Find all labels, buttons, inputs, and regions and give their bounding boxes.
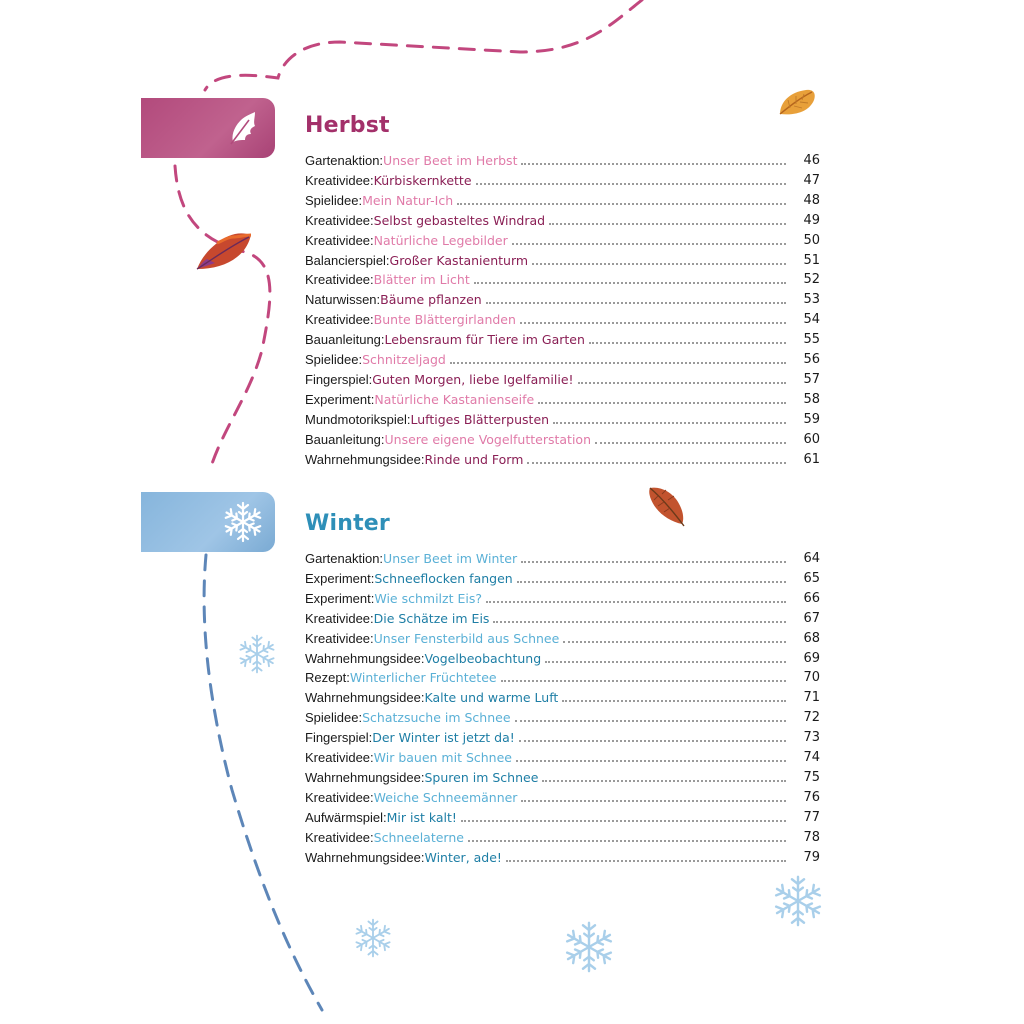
entry-page: 69: [803, 650, 820, 666]
entry-category: Aufwärmspiel:: [305, 809, 387, 825]
entry-category: Bauanleitung:: [305, 431, 385, 447]
toc-entry[interactable]: [305, 428, 820, 448]
toc-entry[interactable]: [305, 448, 820, 468]
entry-category: Naturwissen:: [305, 292, 381, 308]
entry-title: Mein Natur-Ich: [362, 192, 454, 208]
toc-entry[interactable]: [305, 706, 820, 726]
entry-title: Schneeflocken fangen: [374, 570, 513, 586]
entry-page: 48: [803, 192, 820, 208]
entry-category: Experiment:: [305, 391, 375, 407]
entry-title: Weiche Schneemänner: [373, 789, 518, 805]
entry-title: Wir bauen mit Schnee: [373, 750, 512, 766]
entry-category: Wahrnehmungsidee:: [305, 849, 425, 865]
entry-title: Guten Morgen, liebe Igelfamilie!: [372, 372, 574, 388]
dot-leader: [538, 402, 786, 404]
toc-entry[interactable]: [305, 647, 820, 667]
entry-title: Mir ist kalt!: [386, 809, 457, 825]
entry-category: Kreatividee:: [305, 750, 374, 766]
toc-entry[interactable]: [305, 547, 820, 567]
entry-title: Unser Beet im Herbst: [383, 152, 518, 168]
entry-category: Spielidee:: [305, 352, 363, 368]
dot-leader: [520, 322, 786, 324]
entry-page: 57: [803, 372, 820, 388]
snowflake-icon: [769, 872, 827, 930]
herbst-section-title: Herbst: [305, 113, 390, 138]
dot-leader: [474, 282, 786, 284]
herbst-tab: [141, 98, 275, 158]
entry-category: Kreatividee:: [305, 829, 374, 845]
entry-page: 46: [803, 152, 820, 168]
entry-title: Unser Beet im Winter: [383, 550, 518, 566]
entry-category: Kreatividee:: [305, 630, 374, 646]
dot-leader: [578, 382, 786, 384]
entry-page: 51: [803, 252, 820, 268]
entry-page: 70: [803, 670, 820, 686]
dot-leader: [553, 422, 786, 424]
entry-title: Unsere eigene Vogelfutterstation: [384, 431, 591, 447]
entry-title: Wie schmilzt Eis?: [374, 590, 482, 606]
dot-leader: [563, 641, 786, 643]
toc-entry[interactable]: [305, 786, 820, 806]
entry-title: Natürliche Legebilder: [373, 232, 508, 248]
toc-entry[interactable]: [305, 726, 820, 746]
entry-category: Gartenaktion:: [305, 152, 384, 168]
toc-entry[interactable]: [305, 667, 820, 687]
dot-leader: [549, 223, 786, 225]
winter-toc-list: [305, 547, 820, 866]
snowflake-icon: [219, 498, 267, 546]
entry-category: Fingerspiel:: [305, 730, 373, 746]
entry-title: Großer Kastanienturm: [389, 252, 529, 268]
herbst-toc-list: [305, 149, 820, 468]
dot-leader: [516, 760, 786, 762]
entry-category: Kreatividee:: [305, 272, 374, 288]
entry-page: 75: [803, 770, 820, 786]
entry-page: 68: [803, 630, 820, 646]
toc-entry[interactable]: [305, 288, 820, 308]
entry-category: Kreatividee:: [305, 610, 374, 626]
entry-category: Fingerspiel:: [305, 372, 373, 388]
entry-title: Bäume pflanzen: [380, 292, 482, 308]
entry-title: Schnitzeljagd: [362, 352, 446, 368]
dot-leader: [589, 342, 786, 344]
entry-page: 56: [803, 352, 820, 368]
entry-title: Lebensraum für Tiere im Garten: [384, 332, 585, 348]
entry-page: 79: [803, 849, 820, 865]
entry-category: Kreatividee:: [305, 312, 374, 328]
entry-title: Natürliche Kastanienseife: [374, 391, 535, 407]
dot-leader: [515, 720, 786, 722]
entry-category: Wahrnehmungsidee:: [305, 451, 425, 467]
toc-entry[interactable]: [305, 686, 820, 706]
toc-entry[interactable]: [305, 846, 820, 866]
entry-page: 61: [803, 451, 820, 467]
toc-entry[interactable]: [305, 149, 820, 169]
entry-title: Winter, ade!: [424, 849, 502, 865]
toc-entry[interactable]: [305, 328, 820, 348]
entry-page: 65: [803, 570, 820, 586]
toc-entry[interactable]: [305, 249, 820, 269]
winter-section-title: Winter: [305, 511, 390, 536]
dot-leader: [595, 442, 786, 444]
dot-leader: [501, 680, 786, 682]
toc-entry[interactable]: [305, 308, 820, 328]
toc-entry[interactable]: [305, 408, 820, 428]
toc-entry[interactable]: [305, 567, 820, 587]
dot-leader: [519, 740, 786, 742]
entry-page: 71: [803, 690, 820, 706]
entry-title: Kalte und warme Luft: [424, 690, 559, 706]
entry-page: 66: [803, 590, 820, 606]
entry-title: Schneelaterne: [373, 829, 464, 845]
toc-entry[interactable]: [305, 627, 820, 647]
dot-leader: [521, 163, 786, 165]
entry-title: Blätter im Licht: [373, 272, 470, 288]
toc-entry[interactable]: [305, 607, 820, 627]
entry-category: Wahrnehmungsidee:: [305, 650, 425, 666]
snowflake-icon: [235, 632, 279, 676]
dot-leader: [545, 661, 786, 663]
entry-title: Selbst gebasteltes Windrad: [373, 212, 546, 228]
entry-page: 55: [803, 332, 820, 348]
entry-category: Spielidee:: [305, 192, 363, 208]
dot-leader: [527, 462, 786, 464]
dot-leader: [493, 621, 786, 623]
entry-title: Luftiges Blätterpusten: [410, 411, 550, 427]
entry-category: Mundmotorikspiel:: [305, 411, 411, 427]
oak-leaf-icon: [219, 104, 267, 152]
toc-entry[interactable]: [305, 348, 820, 368]
entry-page: 50: [803, 232, 820, 248]
dot-leader: [461, 820, 786, 822]
entry-page: 52: [803, 272, 820, 288]
entry-category: Gartenaktion:: [305, 550, 384, 566]
entry-title: Schatzsuche im Schnee: [362, 710, 511, 726]
dot-leader: [457, 203, 786, 205]
entry-page: 78: [803, 829, 820, 845]
entry-category: Bauanleitung:: [305, 332, 385, 348]
dot-leader: [517, 581, 786, 583]
dot-leader: [512, 243, 786, 245]
dot-leader: [468, 840, 786, 842]
dot-leader: [532, 263, 786, 265]
dot-leader: [521, 561, 786, 563]
snowflake-icon: [351, 916, 395, 960]
toc-entry[interactable]: [305, 169, 820, 189]
entry-page: 76: [803, 789, 820, 805]
entry-title: Rinde und Form: [424, 451, 524, 467]
toc-entry[interactable]: [305, 806, 820, 826]
dot-leader: [486, 302, 786, 304]
toc-entry[interactable]: [305, 766, 820, 786]
entry-title: Bunte Blättergirlanden: [373, 312, 516, 328]
entry-title: Vogelbeobachtung: [424, 650, 542, 666]
entry-page: 72: [803, 710, 820, 726]
entry-page: 74: [803, 750, 820, 766]
autumn-leaf-icon: [193, 229, 255, 273]
toc-entry[interactable]: [305, 388, 820, 408]
entry-category: Kreatividee:: [305, 212, 374, 228]
autumn-leaf-icon: [776, 86, 818, 120]
entry-category: Wahrnehmungsidee:: [305, 770, 425, 786]
toc-entry[interactable]: [305, 189, 820, 209]
toc-entry[interactable]: [305, 368, 820, 388]
dot-leader: [506, 860, 786, 862]
dot-leader: [542, 780, 786, 782]
entry-category: Kreatividee:: [305, 172, 374, 188]
entry-page: 53: [803, 292, 820, 308]
entry-category: Experiment:: [305, 590, 375, 606]
dot-leader: [476, 183, 786, 185]
entry-title: Der Winter ist jetzt da!: [372, 730, 515, 746]
entry-title: Die Schätze im Eis: [373, 610, 490, 626]
entry-title: Winterlicher Früchtetee: [349, 670, 497, 686]
entry-category: Balancierspiel:: [305, 252, 390, 268]
entry-page: 54: [803, 312, 820, 328]
entry-category: Kreatividee:: [305, 789, 374, 805]
entry-category: Experiment:: [305, 570, 375, 586]
entry-title: Spuren im Schnee: [424, 770, 539, 786]
dot-leader: [486, 601, 786, 603]
entry-category: Kreatividee:: [305, 232, 374, 248]
toc-entry[interactable]: [305, 587, 820, 607]
toc-entry[interactable]: [305, 826, 820, 846]
dot-leader: [450, 362, 786, 364]
entry-page: 47: [803, 172, 820, 188]
entry-page: 59: [803, 411, 820, 427]
toc-entry[interactable]: [305, 229, 820, 249]
entry-page: 58: [803, 391, 820, 407]
entry-title: Kürbiskernkette: [373, 172, 472, 188]
entry-page: 49: [803, 212, 820, 228]
entry-page: 67: [803, 610, 820, 626]
entry-category: Spielidee:: [305, 710, 363, 726]
autumn-leaf-icon: [644, 482, 688, 528]
dot-leader: [521, 800, 786, 802]
entry-title: Unser Fensterbild aus Schnee: [373, 630, 560, 646]
entry-category: Rezept:: [305, 670, 350, 686]
dot-leader: [562, 700, 786, 702]
entry-category: Wahrnehmungsidee:: [305, 690, 425, 706]
winter-tab: [141, 492, 275, 552]
entry-page: 64: [803, 550, 820, 566]
toc-entry[interactable]: [305, 209, 820, 229]
entry-page: 77: [803, 809, 820, 825]
entry-page: 60: [803, 431, 820, 447]
toc-entry[interactable]: [305, 269, 820, 289]
snowflake-icon: [560, 918, 618, 976]
toc-entry[interactable]: [305, 746, 820, 766]
entry-page: 73: [803, 730, 820, 746]
